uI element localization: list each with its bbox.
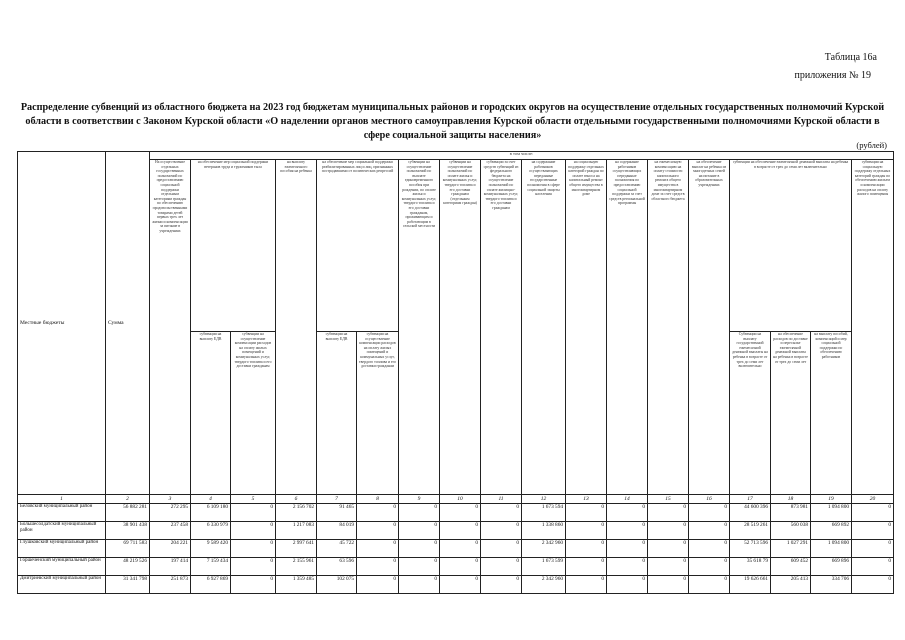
table-cell: 56 882 281 [106,504,150,522]
table-cell: 0 [440,522,481,540]
including-row [18,152,894,160]
column-number: 15 [648,495,689,504]
header-sub-7: субвенции на выплату ЕДВ [317,332,357,495]
table-cell: 1 673 599 [522,558,566,576]
table-cell: 1 338 860 [522,522,566,540]
header-col-11: субвенции за счет средств субвенций из федерального бюджета на осуществление полномочий по оплате жилищно-коммунальных услуг, твердого топлива и его доставки гражданам [481,160,522,495]
row-name: Беловский муниципальный район [18,504,106,522]
table-cell: 48 219 526 [106,558,150,576]
header-col-6: на выплату ежемесячного пособия на ребенка [276,160,317,495]
header-col-20: субвенции на социальную поддержку отдельных категорий граждан по обеспечению жильем и компенсации расходов на оплату жилого помещения [852,160,894,495]
table-cell: 1 217 083 [276,522,317,540]
table-row [18,576,894,594]
table-cell: 19 626 661 [730,576,771,594]
table-cell: 1 027 291 [771,540,811,558]
header-col-9: субвенции на осуществление полномочий по выплате единовременного пособия при рождении, по оплате жилья и коммунальных услуг, твердого топлива и его доставки гражданам, проживающим и работающим в сельской местности [399,160,440,495]
table-cell: 0 [607,540,648,558]
table-cell: 63 596 [317,558,357,576]
header-col-15: на ежемесячную компенсацию на оплату стоимости капитального ремонта общего имущества в многоквартирном доме за счет средств областного бюджета [648,160,689,495]
header-sub-5: субвенции на осуществление компенсации расходов на оплату жилых помещений и коммунальных услуг, твердого топлива и его доставки гражданам [231,332,276,495]
column-number: 6 [276,495,317,504]
table-cell: 0 [852,522,894,540]
header-col-12: на содержание работников осуществляющих переданные государственные полномочия в сфере социальной защиты населения [522,160,566,495]
header-col-17-19: субвенции на обеспечение ежемесячной денежной выплаты на ребенка в возрасте от трех до семи лет включительно [730,160,852,332]
row-name: Горшеченский муниципальный район [18,558,106,576]
column-number: 18 [771,495,811,504]
table-cell: 0 [481,504,522,522]
column-number: 3 [150,495,191,504]
table-cell: 0 [231,558,276,576]
table-cell: 0 [357,522,399,540]
column-number: 1 [18,495,106,504]
table-cell: 0 [852,540,894,558]
table-cell: 0 [440,558,481,576]
table-cell: 0 [231,504,276,522]
header-sub-18: на обеспечение расходов по доставке и пересылке ежемесячной денежной выплаты на ребенка в возрасте от трех до семи лет [771,332,811,495]
table-cell: 609 452 [771,558,811,576]
table-cell: 0 [399,522,440,540]
table-cell: 91 465 [317,504,357,522]
appendix-label: приложения № 19 [794,70,871,81]
column-number: 16 [689,495,730,504]
table-cell: 873 981 [771,504,811,522]
table-cell: 0 [607,522,648,540]
header-sub-8: субвенции на осуществление компенсации расходов на оплату жилых помещений и коммунальных услуг, твердого топлива и его доставки гражданам [357,332,399,495]
header-col-16: на обеспечение выплат на ребенка из многодетных семей на питание в образовательных учреждениях [689,160,730,495]
table-cell: 0 [357,576,399,594]
table-cell: 0 [440,504,481,522]
table-cell: 6 330 979 [191,522,231,540]
column-number: 17 [730,495,771,504]
table-cell: 0 [648,504,689,522]
table-cell: 0 [399,558,440,576]
column-number: 13 [566,495,607,504]
table-cell: 0 [566,522,607,540]
table-cell: 205 413 [771,576,811,594]
column-number: 19 [811,495,852,504]
table-cell: 9 589 420 [191,540,231,558]
column-number: 4 [191,495,231,504]
table-cell: 0 [648,576,689,594]
header-municipal: Местные бюджеты [18,152,106,495]
column-number: 5 [231,495,276,504]
table-cell: 0 [440,540,481,558]
table-cell: 669 896 [811,558,852,576]
table-cell: 84 019 [317,522,357,540]
header-col-14: на содержание работников осуществляющих переданные полномочия по предоставлению социальной поддержки за счет средств региональной программы [607,160,648,495]
table-cell: 2 342 960 [522,576,566,594]
table-cell: 2 156 702 [276,504,317,522]
header-col-13: на социальную поддержку отдельных категорий граждан по оплате взноса на капитальный ремонт общего имущества в многоквартирном доме [566,160,607,495]
table-cell: 2 155 961 [276,558,317,576]
table-cell: 0 [399,576,440,594]
column-number: 12 [522,495,566,504]
table-cell: 38 901 438 [106,522,150,540]
header-col-7-8: на обеспечение мер социальной поддержки реабилитированных лиц и лиц, признанных пострадавшими от политических репрессий [317,160,399,332]
header-sub-17: Субвенции на выплату государственной ежемесячной денежной выплаты на ребенка в возрасте от трех до семи лет включительно [730,332,771,495]
table-cell: 0 [566,504,607,522]
header-col-4-5: на обеспечение мер социальной поддержки ветеранов труда и тружеников тыла [191,160,276,332]
table-cell: 0 [566,558,607,576]
table-body [18,504,894,594]
row-name: Большесолдатский муниципальный район [18,522,106,540]
table-cell: 272 295 [150,504,191,522]
subsidy-table [17,151,894,594]
table-cell: 0 [607,576,648,594]
table-number: Таблица 16а [824,52,877,63]
table-cell: 0 [481,522,522,540]
table-cell: 44 600 396 [730,504,771,522]
table-cell: 45 722 [317,540,357,558]
table-cell: 0 [648,522,689,540]
table-cell: 0 [689,540,730,558]
table-cell: 2 997 641 [276,540,317,558]
table-cell: 7 159 434 [191,558,231,576]
table-cell: 0 [689,522,730,540]
table-cell: 0 [852,504,894,522]
units-label: (рублей) [856,140,887,150]
table-cell: 0 [607,504,648,522]
table-cell: 1 094 800 [811,540,852,558]
header-sub-4: субвенции на выплату ЕДВ [191,332,231,495]
table-cell: 0 [481,540,522,558]
column-number: 8 [357,495,399,504]
table-cell: 334 706 [811,576,852,594]
header-col-3: На осуществление отдельных государственных полномочий по предоставлению социальной поддержки отдельным категориям граждан по обеспечению продовольственными товарами детей первых трех лет жизни и компенсации за питание в учреждениях [150,160,191,495]
row-name: Дмитриевский муниципальный район [18,576,106,594]
table-cell: 0 [231,522,276,540]
column-number: 14 [607,495,648,504]
table-row [18,558,894,576]
table-cell: 237 458 [150,522,191,540]
table-row [18,504,894,522]
table-cell: 1 359 485 [276,576,317,594]
table-cell: 0 [357,504,399,522]
row-name: Глушковский муниципальный район [18,540,106,558]
table-cell: 6 927 869 [191,576,231,594]
table-cell: 204 221 [150,540,191,558]
header-sub-19: на выплату пособий, компенсаций и мер социальной поддержки по обеспечению работников [811,332,852,495]
column-number: 2 [106,495,150,504]
table-cell: 28 519 261 [730,522,771,540]
header-col-10: субвенции на осуществление полномочий по оплате жилья и коммунальных услуг, твердого топлива и его доставки гражданам (отдельным категориям граждан) [440,160,481,495]
table-cell: 251 873 [150,576,191,594]
column-number: 11 [481,495,522,504]
table-cell: 0 [852,576,894,594]
table-cell: 69 711 583 [106,540,150,558]
table-cell: 1 673 594 [522,504,566,522]
document-title: Распределение субвенций из областного бюджета на 2023 год бюджетам муниципальных районов и городских округов на осуществление отдельных государственных полномочий Курской области в соответствии с Законом Курской области «О наделении органов местного самоуправления Курской области отдельными государственными полномочиями Курской области в сфере социальной защиты населения» [20,102,885,141]
table-cell: 31 341 798 [106,576,150,594]
column-number: 7 [317,495,357,504]
table-cell: 102 075 [317,576,357,594]
table-cell: 2 342 960 [522,540,566,558]
table-cell: 0 [852,558,894,576]
table-row [18,540,894,558]
table-cell: 0 [689,576,730,594]
column-numbers-row [18,495,894,504]
table-cell: 0 [481,576,522,594]
table-cell: 0 [648,558,689,576]
table-cell: 0 [399,540,440,558]
header-row-main [18,160,894,332]
table-cell: 0 [231,540,276,558]
table-cell: 6 109 180 [191,504,231,522]
table-cell: 0 [440,576,481,594]
header-including: в том числе: [150,152,894,160]
column-number: 9 [399,495,440,504]
table-cell: 560 038 [771,522,811,540]
table-cell: 0 [566,540,607,558]
table-cell: 0 [566,576,607,594]
header-total: Сумма [106,152,150,495]
table-cell: 1 094 800 [811,504,852,522]
table-cell: 0 [689,558,730,576]
table-cell: 52 713 596 [730,540,771,558]
column-number: 20 [852,495,894,504]
table-cell: 0 [689,504,730,522]
table-cell: 0 [357,540,399,558]
table-cell: 0 [481,558,522,576]
table-cell: 0 [399,504,440,522]
table-cell: 0 [607,558,648,576]
table-row [18,522,894,540]
table-cell: 669 892 [811,522,852,540]
table-cell: 0 [357,558,399,576]
table-cell: 197 414 [150,558,191,576]
table-cell: 35 618 79 [730,558,771,576]
table-cell: 0 [231,576,276,594]
column-number: 10 [440,495,481,504]
table-cell: 0 [648,540,689,558]
